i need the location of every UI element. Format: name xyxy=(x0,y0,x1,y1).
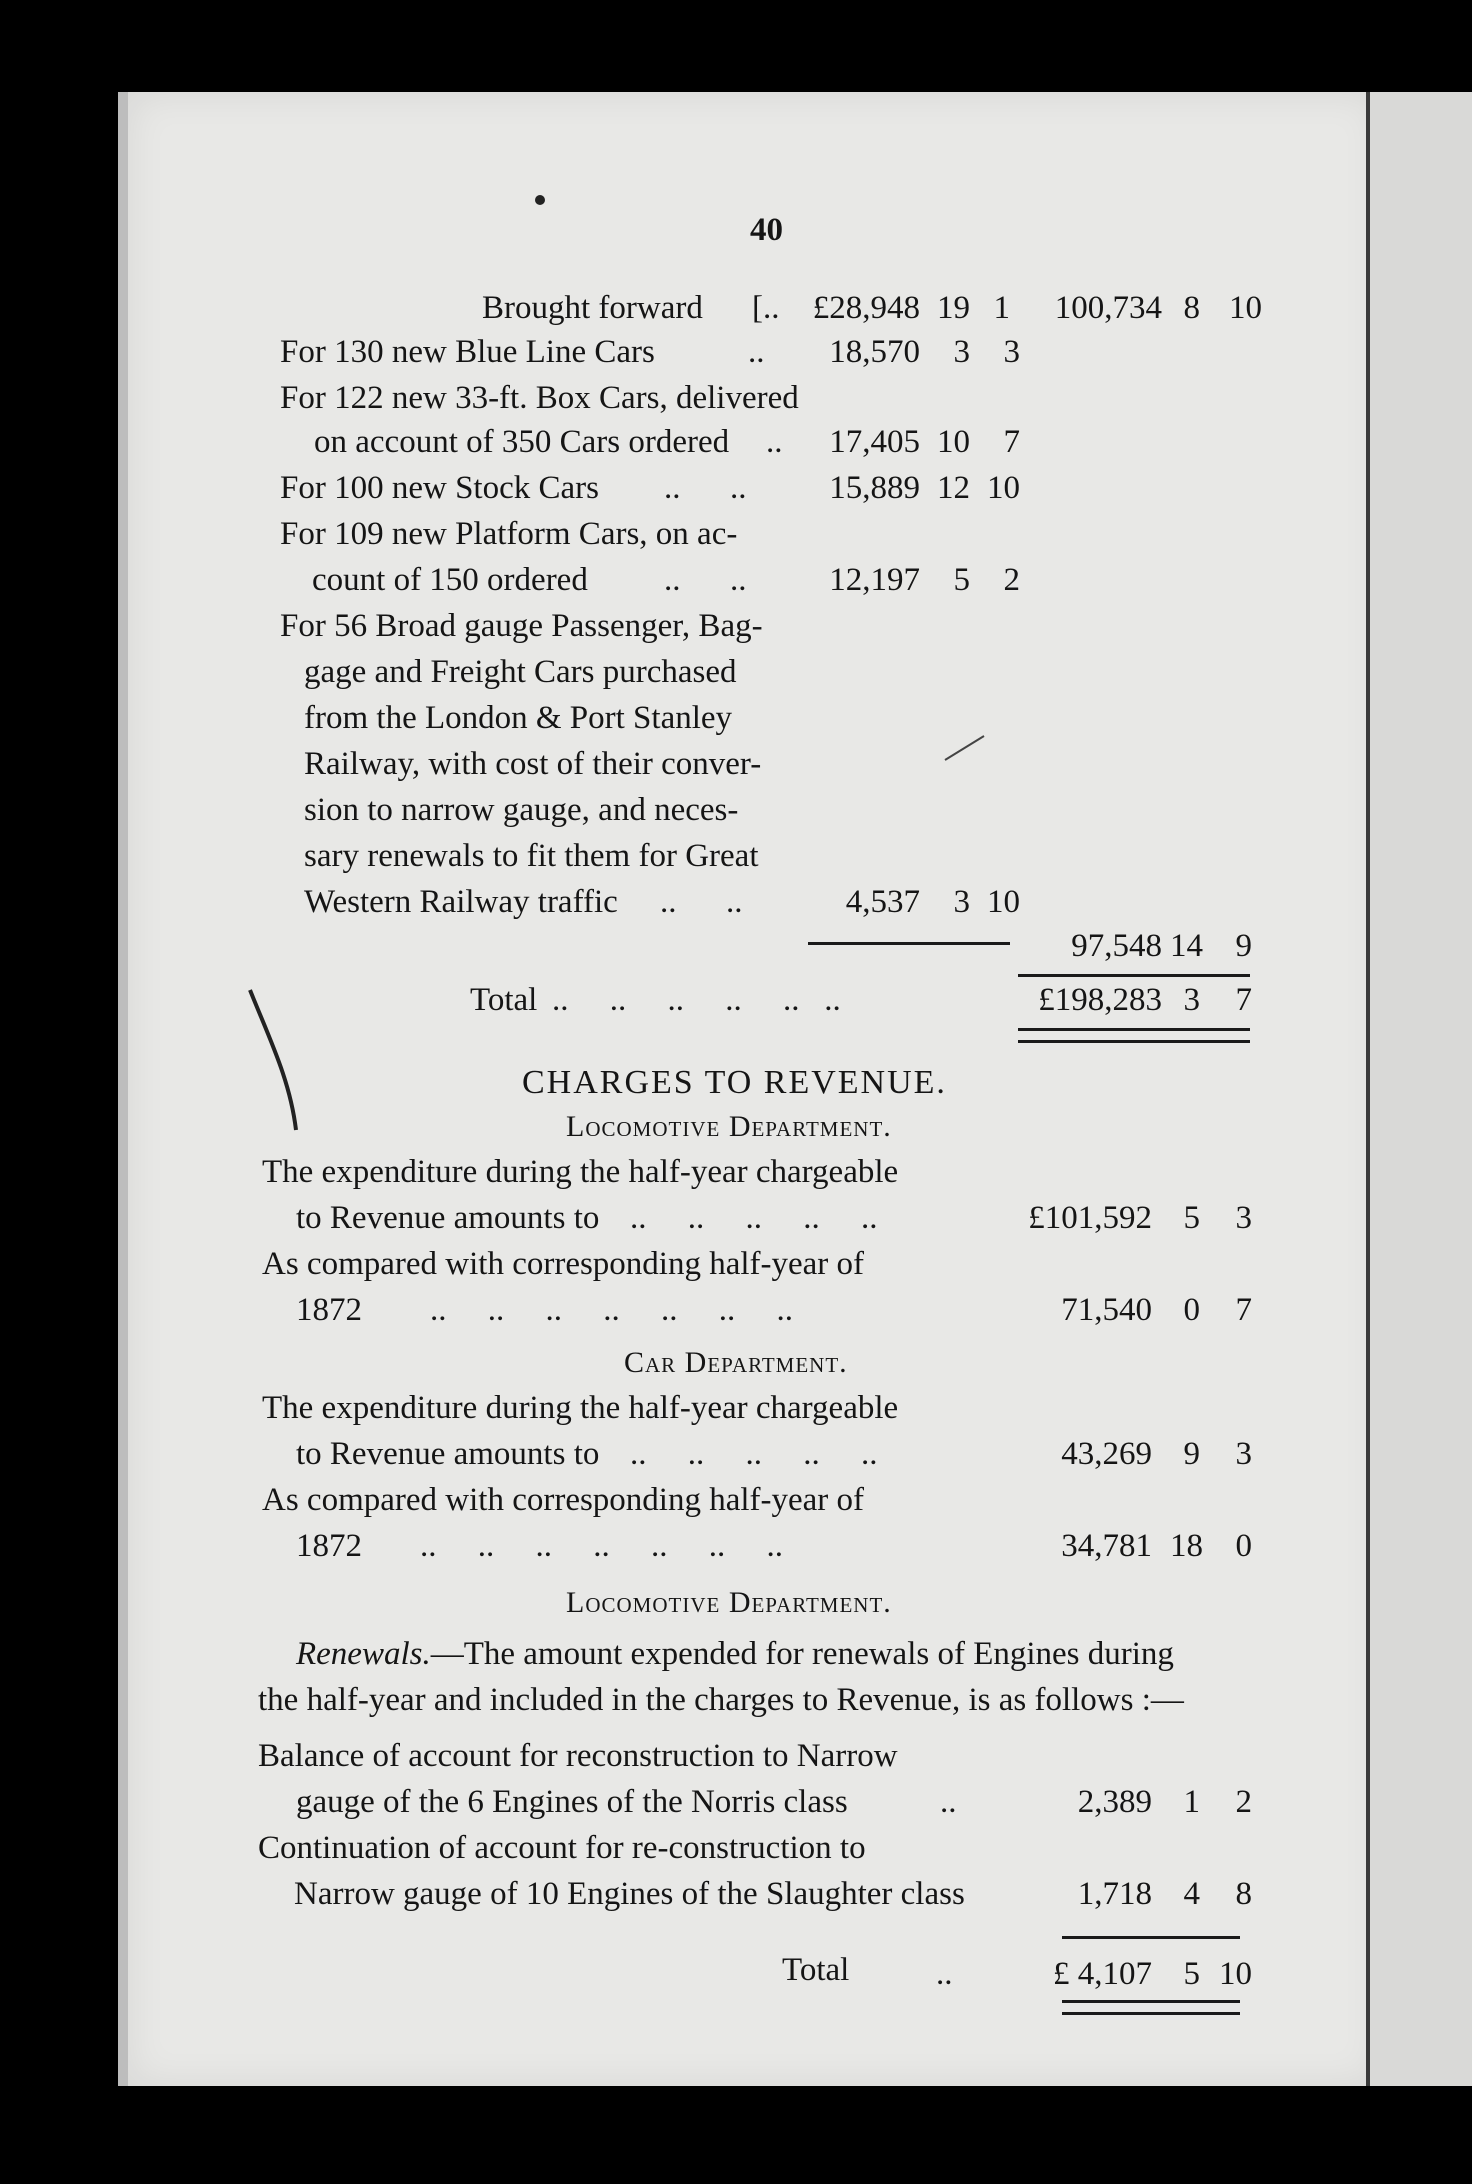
leader-dots: .. xyxy=(936,1956,953,1992)
section-heading: CHARGES TO REVENUE. xyxy=(522,1064,947,1101)
amount-pence: 1 xyxy=(993,290,1010,326)
total-pounds: £198,283 xyxy=(1038,982,1162,1018)
renewals-label: Renewals. xyxy=(296,1636,431,1672)
leader-dots: .. .. .. .. .. xyxy=(630,1436,878,1472)
leader-dots: .. .. .. .. .. xyxy=(630,1200,878,1236)
sum-rule xyxy=(1018,974,1250,977)
leader-dots: .. .. xyxy=(664,562,747,598)
item-text: For 122 new 33-ft. Box Cars, delivered xyxy=(280,380,799,416)
amount-pence: 2 xyxy=(1235,1784,1252,1820)
total-pounds: £ 4,107 xyxy=(1053,1956,1152,1992)
sum-rule xyxy=(1062,1936,1240,1939)
entry-text: Balance of account for reconstruction to Narrow xyxy=(258,1738,898,1774)
amount-pounds: 15,889 xyxy=(829,470,920,506)
item-text: Railway, with cost of their conver- xyxy=(304,746,762,782)
total-shillings: 5 xyxy=(1183,1956,1200,1992)
amount-shillings: 19 xyxy=(937,290,970,326)
amount-shillings: 8 xyxy=(1183,290,1200,326)
leader-dots: .. .. xyxy=(664,470,747,506)
leader-dots: [.. xyxy=(752,290,780,326)
entry-text: As compared with corresponding half-year of xyxy=(262,1246,865,1282)
entry-text: As compared with corresponding half-year of xyxy=(262,1482,865,1518)
entry-text: The expenditure during the half-year chargeable xyxy=(262,1154,899,1190)
leader-dots: .. .. .. .. .. .. .. xyxy=(420,1528,783,1564)
item-text: sion to narrow gauge, and neces- xyxy=(304,792,739,828)
total-shillings: 3 xyxy=(1183,982,1200,1018)
amount-pounds: 34,781 xyxy=(1061,1528,1152,1564)
item-text: Western Railway traffic xyxy=(304,884,618,920)
amount-pence: 8 xyxy=(1235,1876,1252,1912)
entry-text: 1872 xyxy=(296,1292,362,1328)
leader-dots: .. xyxy=(748,334,765,370)
subsection-heading: Car Department. xyxy=(624,1346,848,1379)
amount-pence: 0 xyxy=(1235,1528,1252,1564)
amount-pounds: £28,948 xyxy=(812,290,920,326)
renewals-intro xyxy=(296,1634,1174,1674)
amount-pence: 10 xyxy=(1229,290,1262,326)
amount-shillings: 1 xyxy=(1183,1784,1200,1820)
amount-shillings: 18 xyxy=(1170,1528,1203,1564)
entry-text: Continuation of account for re-construction to xyxy=(258,1830,866,1866)
total-pence: 7 xyxy=(1235,982,1252,1018)
subsection-heading: Locomotive Department. xyxy=(566,1586,892,1619)
sum-rule xyxy=(808,942,1010,945)
amount-shillings: 3 xyxy=(953,334,970,370)
total-label: Total xyxy=(470,982,538,1018)
amount-pence: 3 xyxy=(1235,1436,1252,1472)
item-text: count of 150 ordered xyxy=(312,562,588,598)
leader-dots: .. xyxy=(940,1784,957,1820)
item-text: gage and Freight Cars purchased xyxy=(304,654,737,690)
amount-pounds: 100,734 xyxy=(1054,290,1162,326)
page-number: 40 xyxy=(750,212,783,248)
entry-text: 1872 xyxy=(296,1528,362,1564)
amount-shillings: 3 xyxy=(953,884,970,920)
total-pence: 10 xyxy=(1219,1956,1252,1992)
amount-pounds: £101,592 xyxy=(1028,1200,1152,1236)
facing-page-edge xyxy=(1370,92,1472,2086)
item-text: sary renewals to fit them for Great xyxy=(304,838,759,874)
item-text: from the London & Port Stanley xyxy=(304,700,733,736)
amount-pence: 7 xyxy=(1003,424,1020,460)
ink-spot xyxy=(530,190,550,210)
amount-pence: 7 xyxy=(1235,1292,1252,1328)
amount-pounds: 43,269 xyxy=(1061,1436,1152,1472)
renewals-intro-text: —The amount expended for renewals of Engines during xyxy=(430,1636,1174,1672)
subsection-heading: Locomotive Department. xyxy=(566,1110,892,1143)
amount-pence: 3 xyxy=(1235,1200,1252,1236)
total-label: Total xyxy=(782,1952,850,1988)
subtotal-pounds: 97,548 xyxy=(1071,928,1162,964)
amount-shillings: 5 xyxy=(953,562,970,598)
leader-dots: .. .. xyxy=(660,884,743,920)
amount-shillings: 9 xyxy=(1183,1436,1200,1472)
amount-pence: 10 xyxy=(987,884,1020,920)
pencil-tick xyxy=(940,730,990,770)
subtotal-shillings: 14 xyxy=(1170,928,1203,964)
amount-shillings: 10 xyxy=(937,424,970,460)
entry-text: to Revenue amounts to xyxy=(296,1200,600,1236)
subtotal-pence: 9 xyxy=(1235,928,1252,964)
leader-dots: .. xyxy=(766,424,783,460)
entry-text: Narrow gauge of 10 Engines of the Slaughter class xyxy=(294,1876,965,1912)
renewals-intro-text: the half-year and included in the charges to Revenue, is as follows :— xyxy=(258,1682,1184,1718)
amount-pounds: 1,718 xyxy=(1077,1876,1152,1912)
amount-pence: 3 xyxy=(1003,334,1020,370)
amount-pence: 2 xyxy=(1003,562,1020,598)
entry-text: The expenditure during the half-year chargeable xyxy=(262,1390,899,1426)
amount-shillings: 12 xyxy=(937,470,970,506)
amount-pence: 10 xyxy=(987,470,1020,506)
brought-forward-label: Brought forward xyxy=(482,290,703,326)
amount-pounds: 18,570 xyxy=(829,334,920,370)
amount-shillings: 5 xyxy=(1183,1200,1200,1236)
amount-pounds: 4,537 xyxy=(845,884,920,920)
double-rule xyxy=(1062,2000,1240,2015)
amount-shillings: 4 xyxy=(1183,1876,1200,1912)
amount-pounds: 12,197 xyxy=(829,562,920,598)
leader-dots: .. .. .. .. .. .. xyxy=(552,982,841,1018)
amount-pounds: 71,540 xyxy=(1061,1292,1152,1328)
item-text: For 56 Broad gauge Passenger, Bag- xyxy=(280,608,763,644)
double-rule xyxy=(1018,1028,1250,1043)
item-text: For 130 new Blue Line Cars xyxy=(280,334,655,370)
item-text: For 100 new Stock Cars xyxy=(280,470,599,506)
amount-shillings: 0 xyxy=(1183,1292,1200,1328)
entry-text: to Revenue amounts to xyxy=(296,1436,600,1472)
amount-pounds: 17,405 xyxy=(829,424,920,460)
amount-pounds: 2,389 xyxy=(1077,1784,1152,1820)
item-text: For 109 new Platform Cars, on ac- xyxy=(280,516,738,552)
entry-text: gauge of the 6 Engines of the Norris class xyxy=(296,1784,848,1820)
pencil-mark xyxy=(240,980,320,1140)
item-text: on account of 350 Cars ordered xyxy=(314,424,730,460)
leader-dots: .. .. .. .. .. .. .. xyxy=(430,1292,793,1328)
